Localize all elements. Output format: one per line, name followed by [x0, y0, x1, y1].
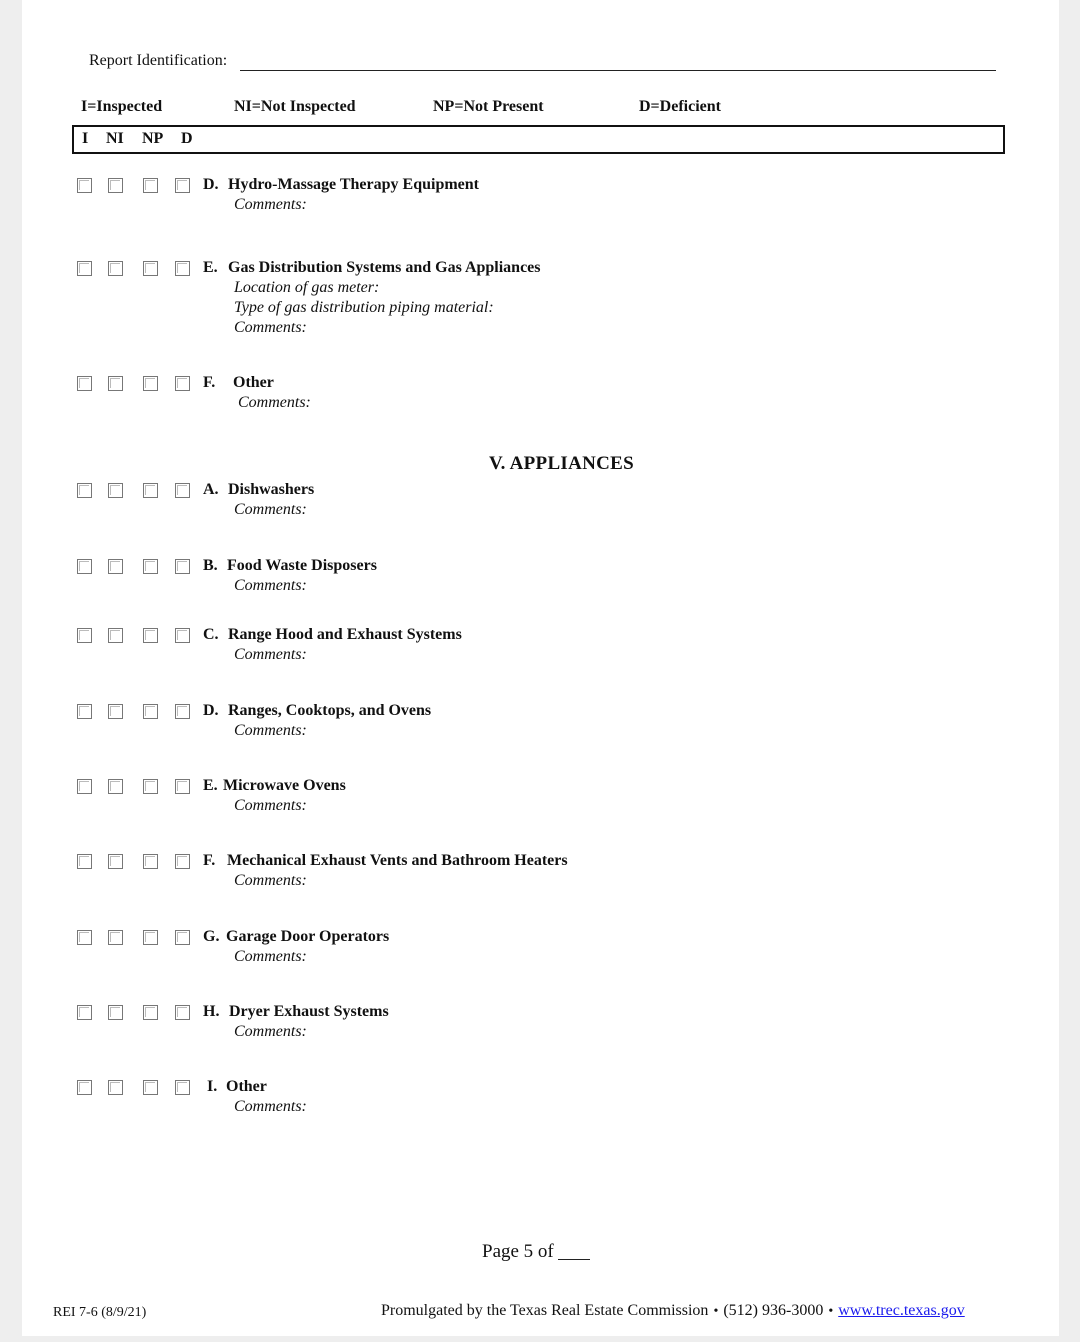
- comments-label: Comments:: [234, 501, 307, 518]
- item-title: Dishwashers: [228, 481, 315, 498]
- checkbox-inspected[interactable]: [77, 1005, 92, 1020]
- item-title: Food Waste Disposers: [227, 557, 377, 574]
- checkbox-not-inspected[interactable]: [108, 261, 123, 276]
- checkbox-not-inspected[interactable]: [108, 854, 123, 869]
- checkbox-not-inspected[interactable]: [108, 1080, 123, 1095]
- checkbox-deficient[interactable]: [175, 930, 190, 945]
- checkbox-not-present[interactable]: [143, 483, 158, 498]
- piping-material-label: Type of gas distribution piping material:: [234, 299, 494, 316]
- item-title: Gas Distribution Systems and Gas Appliances: [228, 259, 541, 276]
- checkbox-inspected[interactable]: [77, 930, 92, 945]
- comments-label: Comments:: [234, 872, 307, 889]
- column-header-bar: [72, 125, 1005, 154]
- checkbox-not-present[interactable]: [143, 376, 158, 391]
- checkbox-deficient[interactable]: [175, 1080, 190, 1095]
- checkbox-deficient[interactable]: [175, 704, 190, 719]
- checkbox-not-present[interactable]: [143, 930, 158, 945]
- column-header-i: I: [82, 130, 89, 147]
- checkbox-not-inspected[interactable]: [108, 559, 123, 574]
- report-page: [22, 0, 1059, 1336]
- checkbox-deficient[interactable]: [175, 628, 190, 643]
- item-letter: C.: [203, 626, 219, 643]
- bullet-separator: •: [713, 1304, 719, 1319]
- checkbox-deficient[interactable]: [175, 559, 190, 574]
- item-title: Dryer Exhaust Systems: [229, 1003, 389, 1020]
- gas-meter-location-label: Location of gas meter:: [234, 279, 380, 296]
- checkbox-inspected[interactable]: [77, 1080, 92, 1095]
- item-letter: D.: [203, 176, 219, 193]
- legend-not-inspected: NI=Not Inspected: [234, 98, 356, 115]
- checkbox-deficient[interactable]: [175, 376, 190, 391]
- checkbox-inspected[interactable]: [77, 261, 92, 276]
- checkbox-inspected[interactable]: [77, 628, 92, 643]
- comments-label: Comments:: [234, 646, 307, 663]
- comments-label: Comments:: [234, 722, 307, 739]
- checkbox-not-present[interactable]: [143, 628, 158, 643]
- checkbox-not-inspected[interactable]: [108, 376, 123, 391]
- checkbox-not-present[interactable]: [143, 779, 158, 794]
- checkbox-inspected[interactable]: [77, 376, 92, 391]
- checkbox-not-present[interactable]: [143, 178, 158, 193]
- checkbox-not-present[interactable]: [143, 854, 158, 869]
- comments-label: Comments:: [234, 319, 307, 336]
- report-identification-label: Report Identification:: [89, 52, 228, 69]
- comments-label: Comments:: [234, 797, 307, 814]
- checkbox-not-inspected[interactable]: [108, 704, 123, 719]
- comments-label: Comments:: [234, 1023, 307, 1040]
- page-number-label: Page 5 of: [482, 1241, 554, 1262]
- item-letter: D.: [203, 702, 219, 719]
- page-number: [482, 1241, 590, 1263]
- item-title: Other: [226, 1078, 267, 1095]
- legend-inspected: I=Inspected: [81, 98, 163, 115]
- item-title: Hydro-Massage Therapy Equipment: [228, 176, 479, 193]
- checkbox-not-inspected[interactable]: [108, 930, 123, 945]
- trec-website-link[interactable]: www.trec.texas.gov: [838, 1302, 965, 1319]
- checkbox-inspected[interactable]: [77, 178, 92, 193]
- comments-label: Comments:: [234, 577, 307, 594]
- legend-not-present: NP=Not Present: [433, 98, 544, 115]
- checkbox-not-present[interactable]: [143, 261, 158, 276]
- item-letter: I.: [207, 1078, 218, 1095]
- checkbox-not-inspected[interactable]: [108, 1005, 123, 1020]
- item-letter: B.: [203, 557, 218, 574]
- checkbox-not-present[interactable]: [143, 704, 158, 719]
- item-title: Other: [233, 374, 274, 391]
- section-title: V. APPLIANCES: [489, 453, 635, 474]
- report-identification-field[interactable]: [240, 70, 996, 71]
- item-letter: H.: [203, 1003, 220, 1020]
- item-title: Range Hood and Exhaust Systems: [228, 626, 462, 643]
- item-title: Microwave Ovens: [223, 777, 346, 794]
- item-letter: G.: [203, 928, 220, 945]
- checkbox-not-present[interactable]: [143, 559, 158, 574]
- column-header-d: D: [181, 130, 193, 147]
- checkbox-deficient[interactable]: [175, 483, 190, 498]
- legend-deficient: D=Deficient: [639, 98, 721, 115]
- checkbox-inspected[interactable]: [77, 779, 92, 794]
- item-letter: E.: [203, 777, 218, 794]
- item-letter: E.: [203, 259, 218, 276]
- phone-number: (512) 936-3000: [723, 1302, 824, 1319]
- footer-promulgation: [381, 1302, 965, 1320]
- form-identifier: REI 7-6 (8/9/21): [53, 1305, 147, 1320]
- checkbox-deficient[interactable]: [175, 261, 190, 276]
- checkbox-not-inspected[interactable]: [108, 483, 123, 498]
- comments-label: Comments:: [238, 394, 311, 411]
- column-header-np: NP: [142, 130, 164, 147]
- column-header-ni: NI: [106, 130, 124, 147]
- bullet-separator: •: [828, 1304, 834, 1319]
- checkbox-inspected[interactable]: [77, 483, 92, 498]
- checkbox-not-present[interactable]: [143, 1005, 158, 1020]
- comments-label: Comments:: [234, 948, 307, 965]
- checkbox-inspected[interactable]: [77, 559, 92, 574]
- promulgated-text: Promulgated by the Texas Real Estate Commission: [381, 1302, 709, 1319]
- checkbox-not-inspected[interactable]: [108, 178, 123, 193]
- item-letter: A.: [203, 481, 219, 498]
- item-title: Mechanical Exhaust Vents and Bathroom Heaters: [227, 852, 568, 869]
- checkbox-deficient[interactable]: [175, 178, 190, 193]
- checkbox-deficient[interactable]: [175, 1005, 190, 1020]
- checkbox-deficient[interactable]: [175, 854, 190, 869]
- checkbox-inspected[interactable]: [77, 854, 92, 869]
- item-title: Ranges, Cooktops, and Ovens: [228, 702, 432, 719]
- checkbox-not-inspected[interactable]: [108, 628, 123, 643]
- total-pages-field[interactable]: [558, 1259, 590, 1260]
- comments-label: Comments:: [234, 196, 307, 213]
- checkbox-deficient[interactable]: [175, 779, 190, 794]
- comments-label: Comments:: [234, 1098, 307, 1115]
- checkbox-not-present[interactable]: [143, 1080, 158, 1095]
- item-letter: F.: [203, 852, 216, 869]
- checkbox-not-inspected[interactable]: [108, 779, 123, 794]
- item-title: Garage Door Operators: [226, 928, 390, 945]
- item-letter: F.: [203, 374, 216, 391]
- checkbox-inspected[interactable]: [77, 704, 92, 719]
